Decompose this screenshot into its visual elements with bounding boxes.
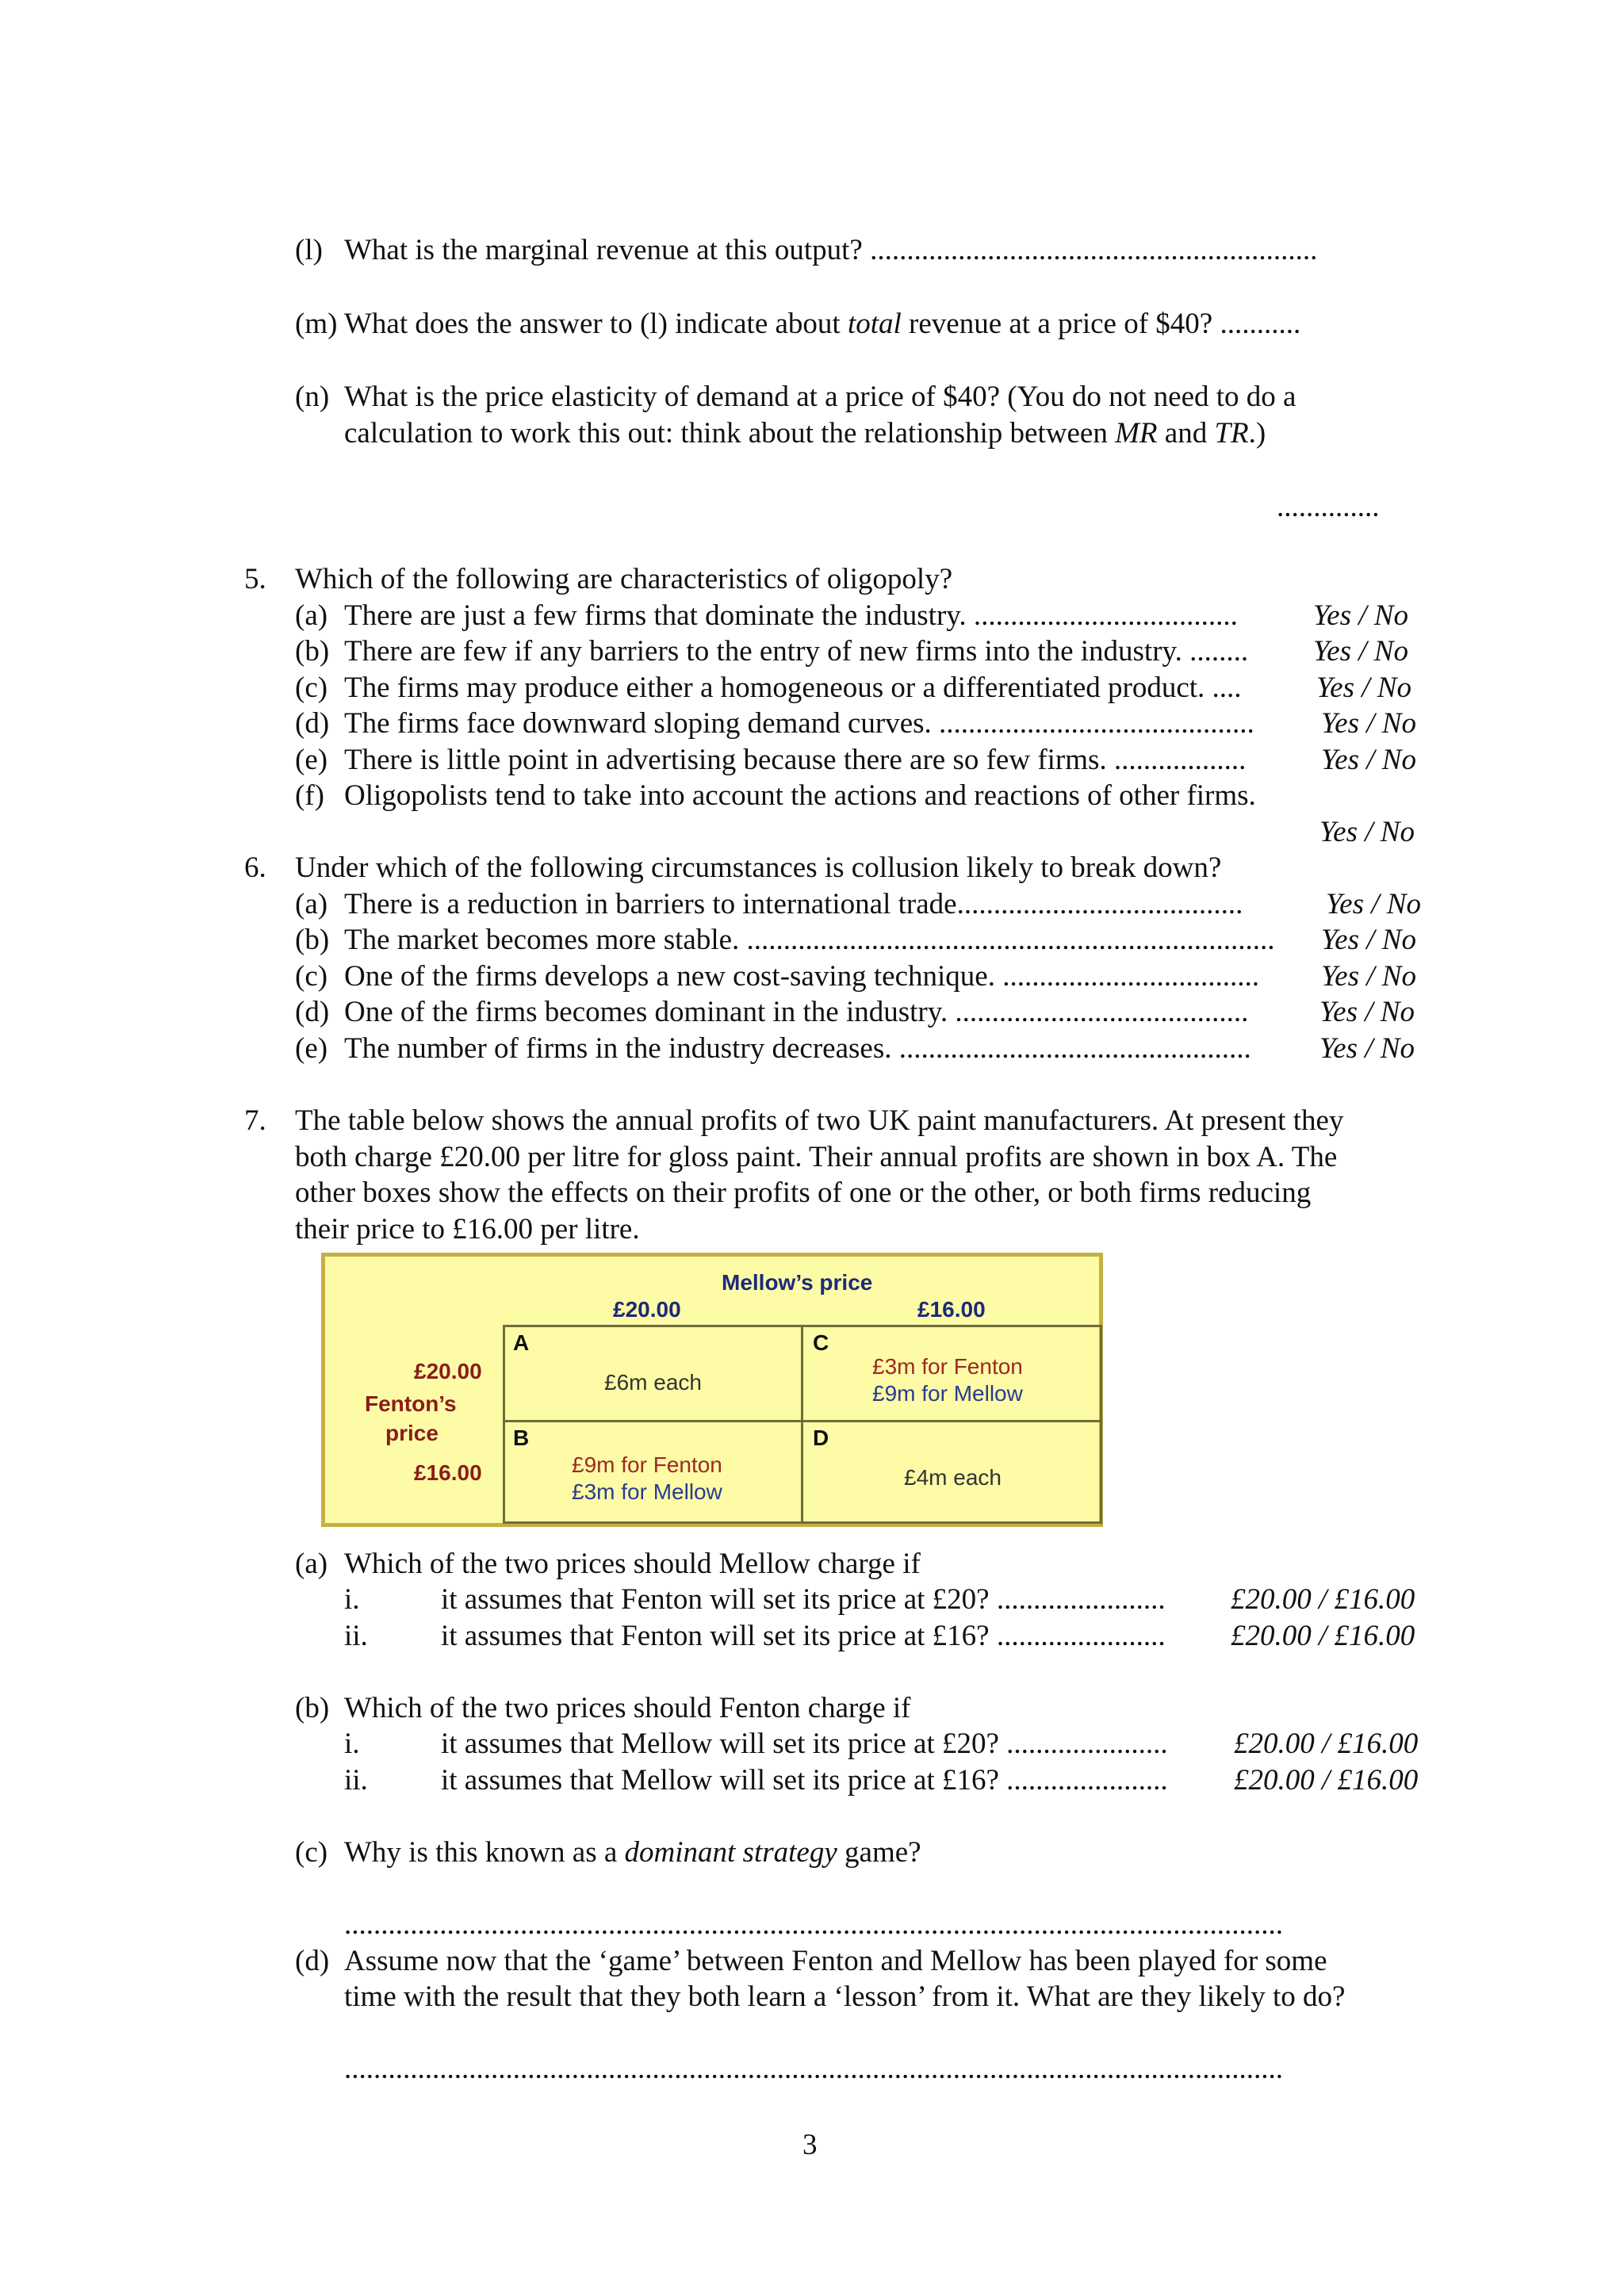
q5-b-text: There are few if any barriers to the entry of new firms into the industry. ........ xyxy=(344,635,1249,668)
q7-a-i-num: i. xyxy=(344,1583,360,1616)
cell-d-label: D xyxy=(813,1425,829,1450)
q4-n-line1: What is the price elasticity of demand at a price of $40? (You do not need to do a xyxy=(344,381,1297,413)
q7-a-ii-price-choice[interactable]: £20.00 / £16.00 xyxy=(1231,1620,1415,1652)
q7-c-text: Why is this known as a dominant strategy game? xyxy=(344,1836,921,1869)
col-header-20: £20.00 xyxy=(613,1297,681,1322)
q6-a-label: (a) xyxy=(295,888,328,920)
q7-intro-line1: The table below shows the annual profits of two UK paint manufacturers. At present they xyxy=(295,1104,1344,1137)
q6-b-text: The market becomes more stable. ........................................................................ xyxy=(344,924,1275,956)
row-title-fentons: Fenton’s xyxy=(365,1391,457,1416)
q7-d-label: (d) xyxy=(295,1945,330,1977)
row-title-price: price xyxy=(385,1421,439,1445)
q7-d-answer-line[interactable]: ................................................................................................................................ xyxy=(344,2053,1283,2085)
q6-e-label: (e) xyxy=(295,1032,328,1065)
cell-b-mellow: £3m for Mellow xyxy=(572,1479,722,1504)
q4-m-label: (m) xyxy=(295,308,338,340)
q5-question: Which of the following are characteristics of oligopoly? xyxy=(295,563,953,595)
q5-number: 5. xyxy=(244,563,266,595)
q6-d-text: One of the firms becomes dominant in the industry. ........................................ xyxy=(344,996,1249,1028)
q5-d-text: The firms face downward sloping demand curves. ........................................... xyxy=(344,707,1254,740)
q6-e-text: The number of firms in the industry decreases. ................................................ xyxy=(344,1032,1251,1065)
q7-intro-line4: their price to £16.00 per litre. xyxy=(295,1213,640,1246)
q7-b-label: (b) xyxy=(295,1692,330,1724)
q6-c-text: One of the firms develops a new cost-saving technique. ................................... xyxy=(344,960,1259,993)
q5-a-yes-no[interactable]: Yes / No xyxy=(1313,599,1408,632)
q7-a-label: (a) xyxy=(295,1548,328,1580)
q7-b-i-price-choice[interactable]: £20.00 / £16.00 xyxy=(1234,1728,1419,1760)
q6-question: Under which of the following circumstances is collusion likely to break down? xyxy=(295,851,1222,884)
row-header-16: £16.00 xyxy=(414,1460,482,1485)
q7-b-ii-text: it assumes that Mellow will set its price at £16? ...................... xyxy=(441,1764,1168,1797)
matrix-horizontal-divider xyxy=(503,1420,1102,1422)
q6-a-text: There is a reduction in barriers to international trade....................................... xyxy=(344,888,1243,920)
q6-d-yes-no[interactable]: Yes / No xyxy=(1320,996,1415,1028)
q7-a-i-text: it assumes that Fenton will set its price at £20? ....................... xyxy=(441,1583,1166,1616)
q7-d-line2: time with the result that they both learn a ‘lesson’ from it. What are they likely to do? xyxy=(344,1980,1346,2013)
q5-f-label: (f) xyxy=(295,779,324,812)
q7-c-label: (c) xyxy=(295,1836,328,1869)
q7-b-ii-num: ii. xyxy=(344,1764,368,1797)
matrix-vertical-divider xyxy=(801,1325,803,1524)
page-number: 3 xyxy=(802,2129,818,2161)
q5-c-text: The firms may produce either a homogeneous or a differentiated product. .... xyxy=(344,672,1242,704)
q6-number: 6. xyxy=(244,851,266,884)
q5-c-label: (c) xyxy=(295,672,328,704)
q7-c-answer-line[interactable]: ................................................................................................................................ xyxy=(344,1908,1283,1941)
col-header-16: £16.00 xyxy=(917,1297,986,1322)
q5-e-label: (e) xyxy=(295,744,328,776)
q6-b-label: (b) xyxy=(295,924,330,956)
cell-b-fenton: £9m for Fenton xyxy=(572,1452,722,1477)
col-header-mellows-price: Mellow’s price xyxy=(722,1270,873,1295)
cell-c-fenton: £3m for Fenton xyxy=(872,1354,1023,1379)
row-header-20: £20.00 xyxy=(414,1359,482,1383)
q7-a-ii-text: it assumes that Fenton will set its price at £16? ....................... xyxy=(441,1620,1166,1652)
q5-e-yes-no[interactable]: Yes / No xyxy=(1321,744,1416,776)
q7-intro-line3: other boxes show the effects on their profits of one or the other, or both firms reducing xyxy=(295,1177,1312,1209)
q5-c-yes-no[interactable]: Yes / No xyxy=(1316,672,1411,704)
q5-e-text: There is little point in advertising because there are so few firms. .................. xyxy=(344,744,1247,776)
q4-n-line2: calculation to work this out: think about the relationship between MR and TR.) xyxy=(344,417,1266,450)
q7-b-i-text: it assumes that Mellow will set its price at £20? ...................... xyxy=(441,1728,1168,1760)
q6-e-yes-no[interactable]: Yes / No xyxy=(1320,1032,1415,1065)
q7-number: 7. xyxy=(244,1104,266,1137)
q7-b-i-num: i. xyxy=(344,1728,360,1760)
cell-a-text: £6m each xyxy=(604,1370,702,1395)
q5-f-text: Oligopolists tend to take into account the actions and reactions of other firms. xyxy=(344,779,1256,812)
q5-d-yes-no[interactable]: Yes / No xyxy=(1321,707,1416,740)
q7-intro-line2: both charge £20.00 per litre for gloss paint. Their annual profits are shown in box A. The xyxy=(295,1141,1338,1173)
q7-b-ii-price-choice[interactable]: £20.00 / £16.00 xyxy=(1234,1764,1419,1797)
cell-c-label: C xyxy=(813,1330,829,1355)
q5-b-yes-no[interactable]: Yes / No xyxy=(1313,635,1408,668)
q5-b-label: (b) xyxy=(295,635,330,668)
q5-a-label: (a) xyxy=(295,599,328,632)
q4-l-label: (l) xyxy=(295,234,323,266)
q7-a-text: Which of the two prices should Mellow charge if xyxy=(344,1548,921,1580)
q5-a-text: There are just a few firms that dominate the industry. .................................... xyxy=(344,599,1238,632)
cell-c-mellow: £9m for Mellow xyxy=(872,1381,1023,1406)
q6-c-label: (c) xyxy=(295,960,328,993)
q4-l-text: What is the marginal revenue at this output? ............................................................. xyxy=(344,234,1318,266)
q7-a-i-price-choice[interactable]: £20.00 / £16.00 xyxy=(1231,1583,1415,1616)
q6-b-yes-no[interactable]: Yes / No xyxy=(1321,924,1416,956)
payoff-matrix xyxy=(321,1253,1103,1527)
q4-m-text: What does the answer to (l) indicate about total revenue at a price of $40? ........... xyxy=(344,308,1301,340)
q4-n-answer-dots: .............. xyxy=(1277,491,1380,523)
q6-d-label: (d) xyxy=(295,996,330,1028)
q4-n-label: (n) xyxy=(295,381,330,413)
q7-a-ii-num: ii. xyxy=(344,1620,368,1652)
cell-b-label: B xyxy=(513,1425,530,1450)
cell-a-label: A xyxy=(513,1330,530,1355)
cell-d-text: £4m each xyxy=(904,1465,1002,1490)
q6-c-yes-no[interactable]: Yes / No xyxy=(1321,960,1416,993)
q7-b-text: Which of the two prices should Fenton charge if xyxy=(344,1692,911,1724)
q7-d-line1: Assume now that the ‘game’ between Fenton and Mellow has been played for some xyxy=(344,1945,1327,1977)
q5-f-yes-no[interactable]: Yes / No xyxy=(1320,816,1415,848)
q6-a-yes-no[interactable]: Yes / No xyxy=(1326,888,1421,920)
q5-d-label: (d) xyxy=(295,707,330,740)
